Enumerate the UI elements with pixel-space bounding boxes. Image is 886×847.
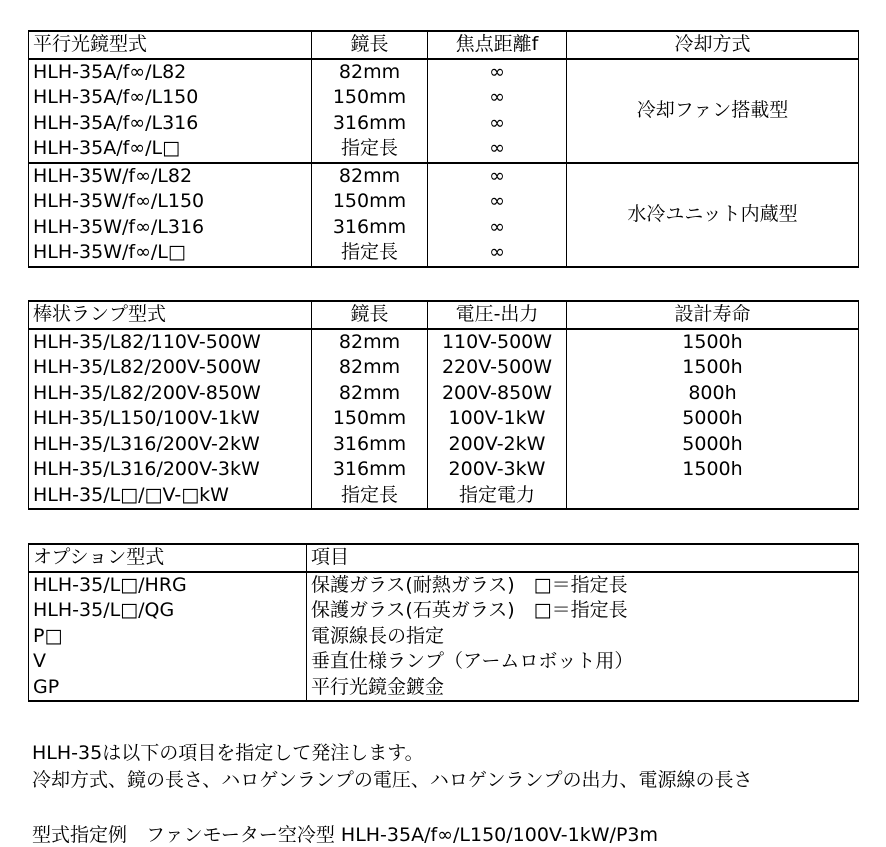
table-row: [29, 675, 859, 702]
option-item: 平行光鏡金鍍金: [307, 675, 859, 702]
mirror-length: 82mm: [312, 163, 428, 190]
header-voltage-power: 電圧-出力: [428, 301, 567, 329]
lamp-length: 指定長: [312, 483, 428, 510]
table-row: [29, 483, 859, 510]
order-items-note: 冷却方式、鏡の長さ、ハロゲンランプの電圧、ハロゲンランプの出力、電源線の長さ: [32, 769, 753, 791]
mirror-table-header: [29, 31, 859, 59]
table-row: [29, 457, 859, 483]
focal-length: ∞: [428, 189, 567, 215]
header-option-item: 項目: [307, 544, 859, 572]
design-life: 5000h: [567, 432, 859, 458]
header-option-model: オプション型式: [29, 544, 307, 572]
table-row: [29, 598, 859, 624]
mirror-model: HLH-35W/f∞/L□: [29, 240, 312, 267]
option-model: GP: [29, 675, 307, 702]
lamp-model: HLH-35/L150/100V-1kW: [29, 406, 312, 432]
lamp-model: HLH-35/L82/110V-500W: [29, 329, 312, 356]
mirror-model: HLH-35A/f∞/L150: [29, 85, 312, 111]
focal-length: ∞: [428, 111, 567, 137]
table-row: [29, 432, 859, 458]
header-focal-length: 焦点距離f: [428, 31, 567, 59]
mirror-model: HLH-35W/f∞/L316: [29, 215, 312, 241]
table-row: [29, 163, 859, 190]
lamp-length: 82mm: [312, 355, 428, 381]
option-model: V: [29, 649, 307, 675]
design-life: 1500h: [567, 457, 859, 483]
mirror-model: HLH-35A/f∞/L82: [29, 59, 312, 86]
option-model: HLH-35/L□/QG: [29, 598, 307, 624]
voltage-power: 100V-1kW: [428, 406, 567, 432]
focal-length: ∞: [428, 163, 567, 190]
design-life: [567, 483, 859, 510]
mirror-length: 150mm: [312, 189, 428, 215]
option-table-header: [29, 544, 859, 572]
order-note: HLH-35は以下の項目を指定して発注します。: [32, 742, 424, 764]
mirror-length: 82mm: [312, 59, 428, 86]
option-item: 保護ガラス(石英ガラス) □＝指定長: [307, 598, 859, 624]
header-lamp-model: 棒状ランプ型式: [29, 301, 312, 329]
table-row: [29, 381, 859, 407]
option-model: P□: [29, 624, 307, 650]
mirror-length: 150mm: [312, 85, 428, 111]
header-mirror-model: 平行光鏡型式: [29, 31, 312, 59]
mirror-model: HLH-35W/f∞/L82: [29, 163, 312, 190]
table-row: [29, 329, 859, 356]
focal-length: ∞: [428, 240, 567, 267]
header-cooling: 冷却方式: [567, 31, 859, 59]
lamp-length: 316mm: [312, 457, 428, 483]
voltage-power: 110V-500W: [428, 329, 567, 356]
header-design-life: 設計寿命: [567, 301, 859, 329]
mirror-length: 316mm: [312, 215, 428, 241]
mirror-table: [28, 30, 859, 268]
voltage-power: 200V-3kW: [428, 457, 567, 483]
lamp-length: 316mm: [312, 432, 428, 458]
table-row: [29, 355, 859, 381]
lamp-model: HLH-35/L316/200V-3kW: [29, 457, 312, 483]
design-life: 1500h: [567, 329, 859, 356]
option-item: 垂直仕様ランプ（アームロボット用）: [307, 649, 859, 675]
focal-length: ∞: [428, 59, 567, 86]
voltage-power: 指定電力: [428, 483, 567, 510]
table-row: [29, 59, 859, 86]
option-table: [28, 543, 859, 702]
design-life: 1500h: [567, 355, 859, 381]
design-life: 800h: [567, 381, 859, 407]
lamp-model: HLH-35/L82/200V-850W: [29, 381, 312, 407]
header-lamp-length: 鏡長: [312, 301, 428, 329]
focal-length: ∞: [428, 215, 567, 241]
mirror-length: 316mm: [312, 111, 428, 137]
mirror-length: 指定長: [312, 240, 428, 267]
lamp-model: HLH-35/L316/200V-2kW: [29, 432, 312, 458]
lamp-table-header: [29, 301, 859, 329]
voltage-power: 200V-2kW: [428, 432, 567, 458]
cooling-type: 冷却ファン搭載型: [567, 59, 859, 163]
focal-length: ∞: [428, 85, 567, 111]
table-row: [29, 624, 859, 650]
cooling-type: 水冷ユニット内蔵型: [567, 163, 859, 267]
lamp-length: 82mm: [312, 381, 428, 407]
voltage-power: 200V-850W: [428, 381, 567, 407]
option-item: 電源線長の指定: [307, 624, 859, 650]
mirror-model: HLH-35A/f∞/L316: [29, 111, 312, 137]
option-item: 保護ガラス(耐熱ガラス) □＝指定長: [307, 572, 859, 599]
mirror-length: 指定長: [312, 136, 428, 163]
table-row: [29, 649, 859, 675]
model-example: 型式指定例 ファンモーター空冷型 HLH-35A/f∞/L150/100V-1kW/P3m: [32, 824, 659, 846]
lamp-model: HLH-35/L□/□V-□kW: [29, 483, 312, 510]
lamp-length: 150mm: [312, 406, 428, 432]
mirror-model: HLH-35A/f∞/L□: [29, 136, 312, 163]
lamp-table: [28, 300, 859, 510]
lamp-model: HLH-35/L82/200V-500W: [29, 355, 312, 381]
table-row: [29, 572, 859, 599]
header-mirror-length: 鏡長: [312, 31, 428, 59]
voltage-power: 220V-500W: [428, 355, 567, 381]
mirror-model: HLH-35W/f∞/L150: [29, 189, 312, 215]
option-model: HLH-35/L□/HRG: [29, 572, 307, 599]
table-row: [29, 406, 859, 432]
lamp-length: 82mm: [312, 329, 428, 356]
design-life: 5000h: [567, 406, 859, 432]
focal-length: ∞: [428, 136, 567, 163]
